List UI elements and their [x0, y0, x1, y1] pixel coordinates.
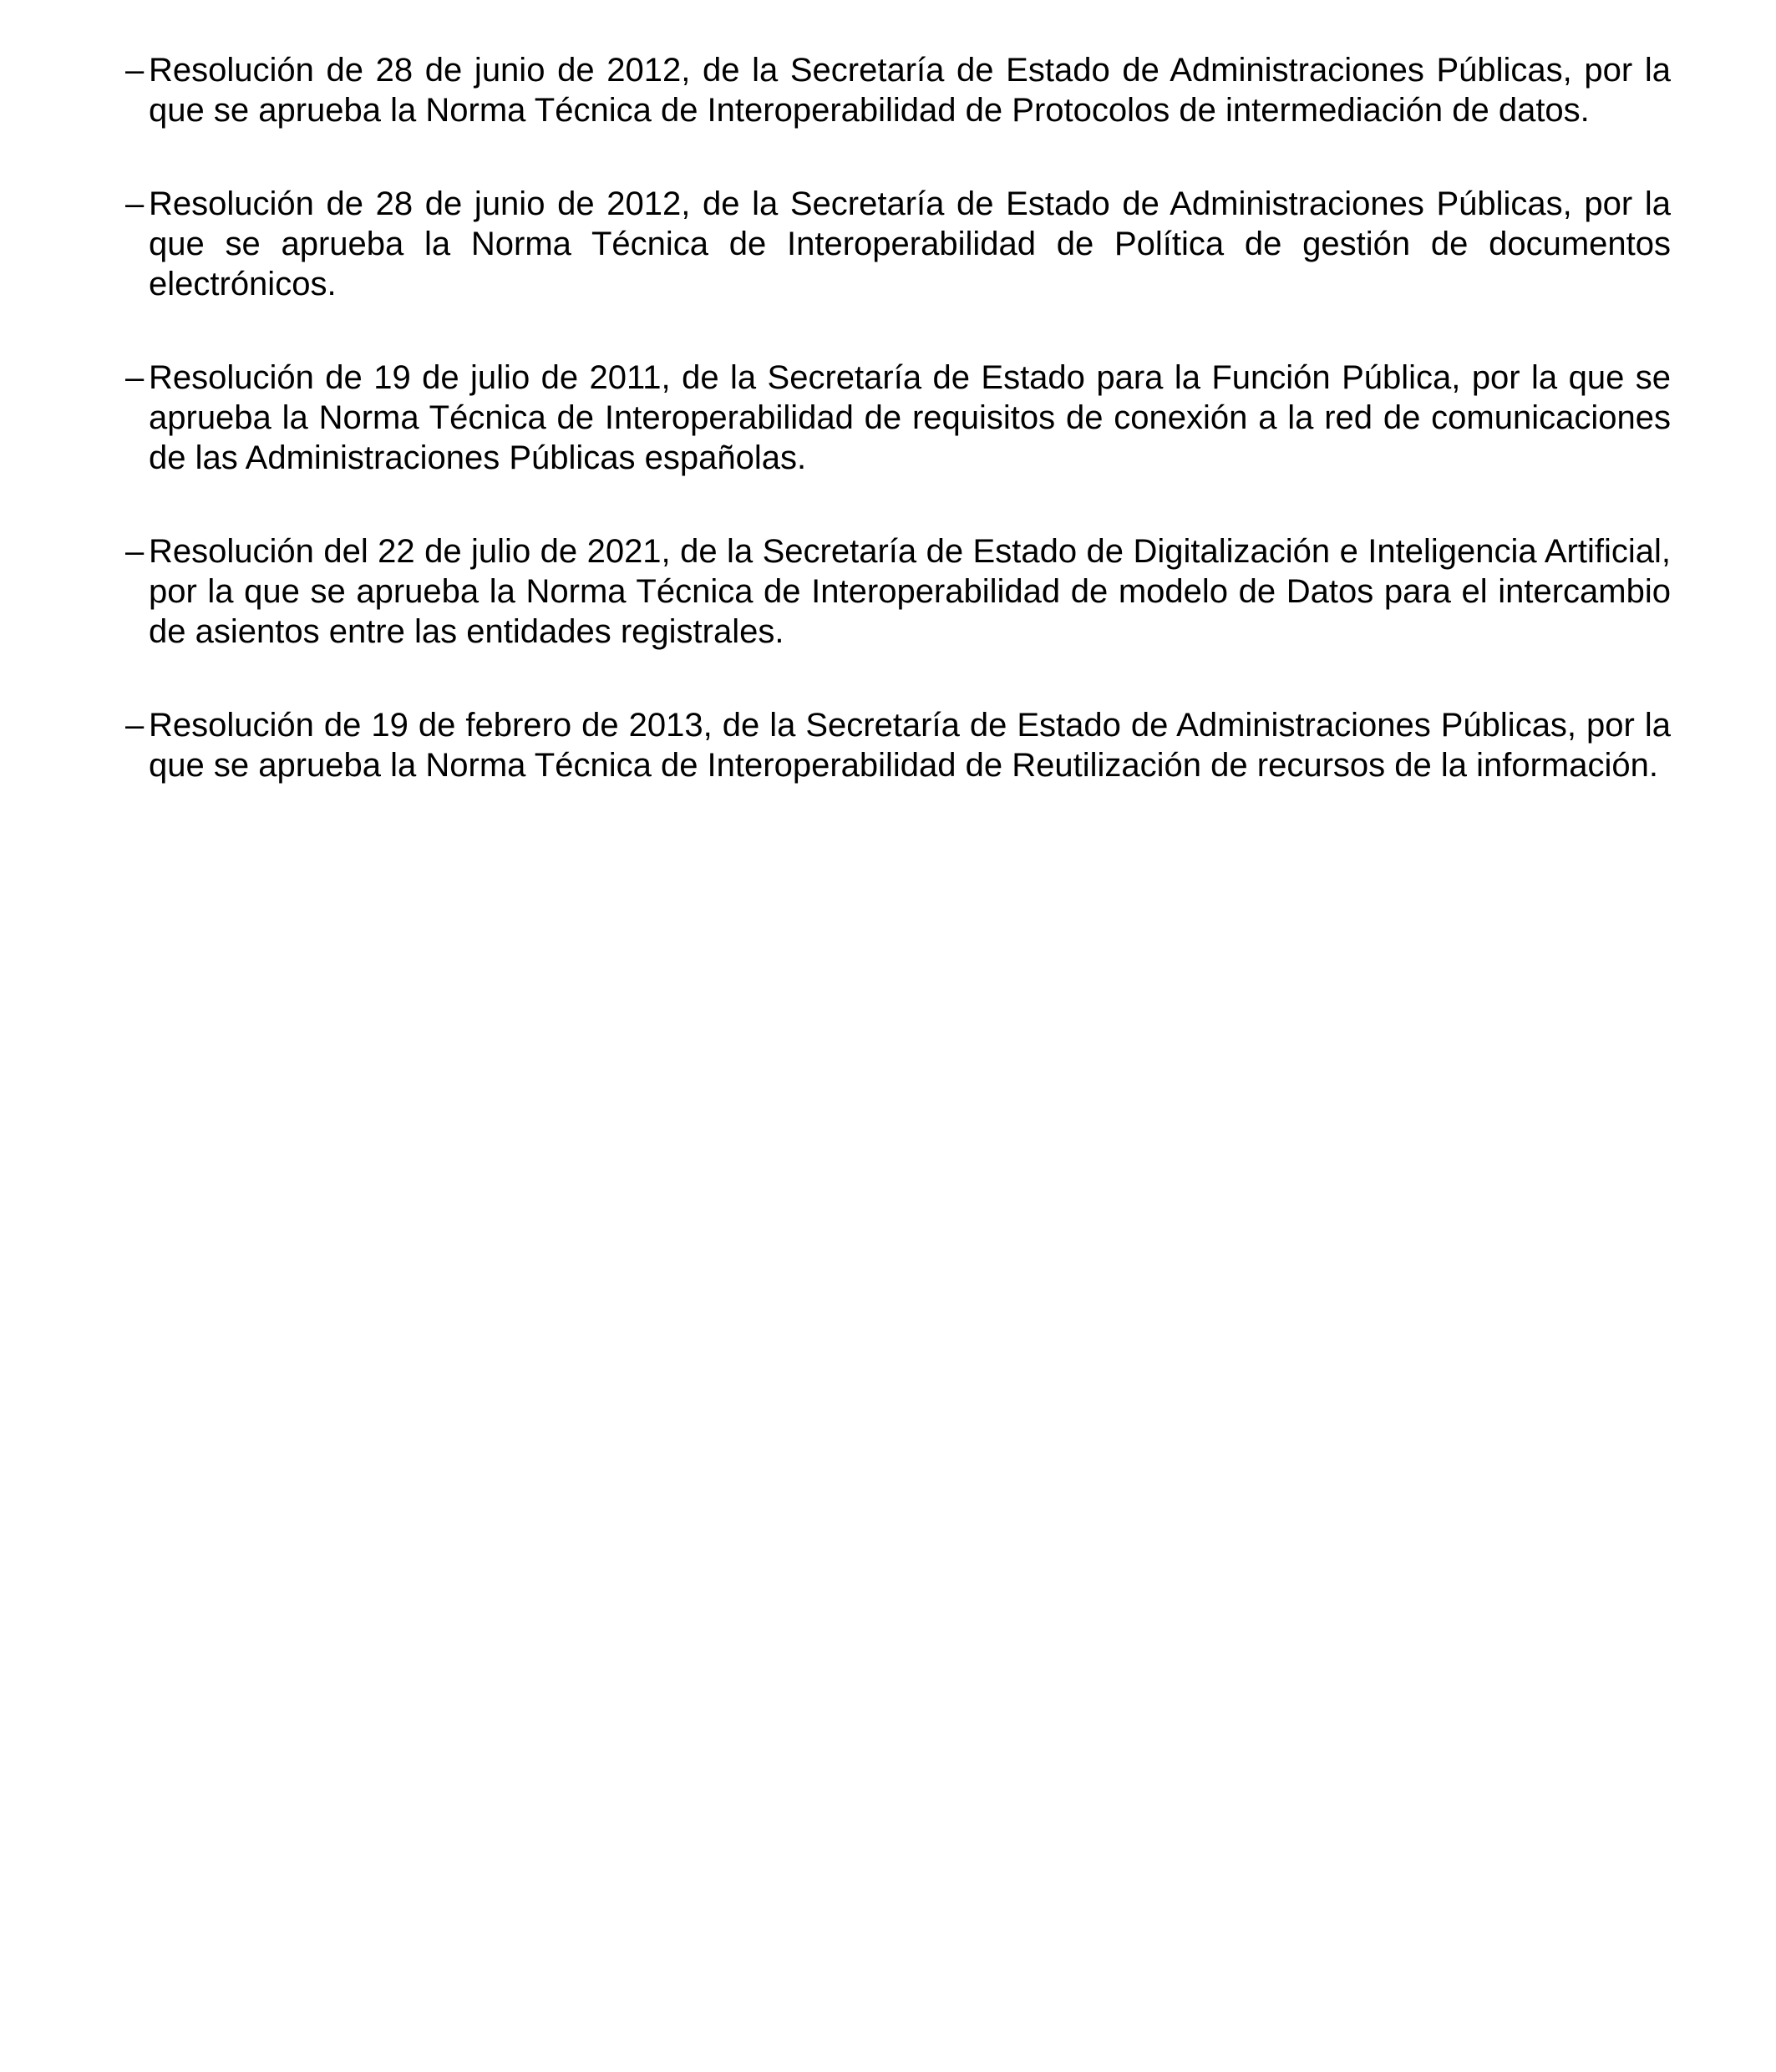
bullet-dash: – — [125, 533, 145, 570]
list-item-text: Resolución de 28 de junio de 2012, de la Secretaría de Estado de Administraciones Públicas, por la que se aprueba la Norma Técnica de Interoperabilidad de Política de gestión de documentos electrónicos. — [149, 185, 1671, 302]
bullet-dash: – — [125, 707, 145, 744]
bullet-dash: – — [125, 359, 145, 396]
list-item — [125, 50, 1671, 130]
list-item — [125, 705, 1671, 785]
bullet-dash: – — [125, 52, 145, 89]
resolution-list — [0, 0, 1776, 785]
list-item — [125, 531, 1671, 652]
list-item — [125, 358, 1671, 478]
list-item-text: Resolución de 28 de junio de 2012, de la Secretaría de Estado de Administraciones Públicas, por la que se aprueba la Norma Técnica de Interoperabilidad de Protocolos de intermediación de datos. — [149, 52, 1671, 129]
list-item-text: Resolución de 19 de julio de 2011, de la Secretaría de Estado para la Función Pública, por la que se aprueba la Norma Técnica de Interoperabilidad de requisitos de conexión a la red de comunicaciones de las Administraciones Públicas españolas. — [149, 359, 1671, 476]
bullet-dash: – — [125, 185, 145, 222]
list-item — [125, 184, 1671, 304]
list-item-text: Resolución de 19 de febrero de 2013, de la Secretaría de Estado de Administraciones Públicas, por la que se aprueba la Norma Técnica de Interoperabilidad de Reutilización de recursos de la información. — [149, 707, 1671, 784]
list-item-text: Resolución del 22 de julio de 2021, de la Secretaría de Estado de Digitalización e Inteligencia Artificial, por la que se aprueba la Norma Técnica de Interoperabilidad de modelo de Datos para el intercambio de asientos entre las entidades registrales. — [149, 533, 1671, 650]
